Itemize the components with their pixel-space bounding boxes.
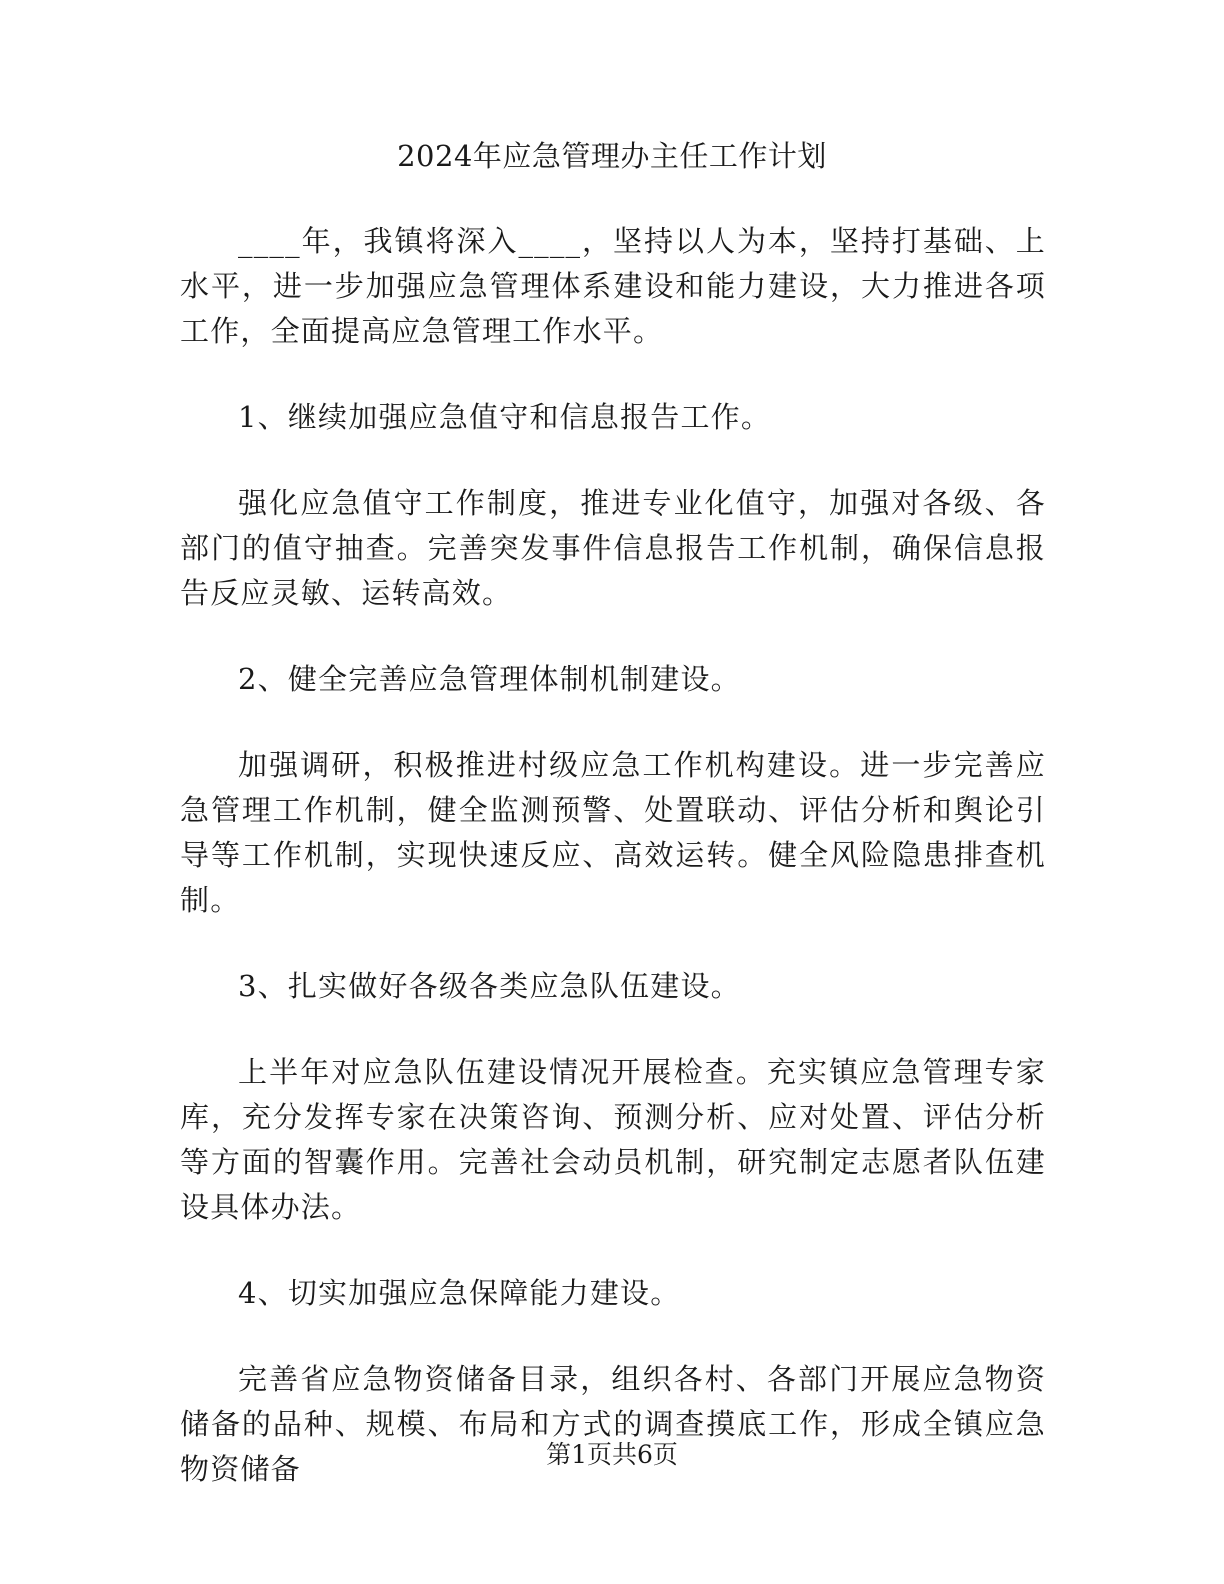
paragraph-4: 完善省应急物资储备目录，组织各村、各部门开展应急物资储备的品种、规模、布局和方式的调查摸底工作，形成全镇应急物资储备 <box>180 1362 1046 1486</box>
section-heading-2: 2、健全完善应急管理体制机制建设。 <box>238 662 741 696</box>
section-heading-1: 1、继续加强应急值守和信息报告工作。 <box>238 400 772 434</box>
paragraph-3: 上半年对应急队伍建设情况开展检查。充实镇应急管理专家库，充分发挥专家在决策咨询、预测分析、应对处置、评估分析等方面的智囊作用。完善社会动员机制，研究制定志愿者队伍建设具体办法。 <box>180 1055 1046 1224</box>
section-heading-4: 4、切实加强应急保障能力建设。 <box>238 1276 681 1310</box>
paragraph-intro: ____年，我镇将深入____，坚持以人为本，坚持打基础、上水平，进一步加强应急管理体系建设和能力建设，大力推进各项工作，全面提高应急管理工作水平。 <box>180 224 1046 348</box>
section-heading-3: 3、扎实做好各级各类应急队伍建设。 <box>238 969 741 1003</box>
page-footer: 第1页共6页 <box>546 1440 678 1469</box>
paragraph-2: 加强调研，积极推进村级应急工作机构建设。进一步完善应急管理工作机制，健全监测预警、处置联动、评估分析和舆论引导等工作机制，实现快速反应、高效运转。健全风险隐患排查机制。 <box>180 748 1046 917</box>
document-title: 2024年应急管理办主任工作计划 <box>397 139 827 173</box>
document-body <box>180 219 1046 1533</box>
paragraph-1: 强化应急值守工作制度，推进专业化值守，加强对各级、各部门的值守抽查。完善突发事件信息报告工作机制，确保信息报告反应灵敏、运转高效。 <box>180 486 1046 610</box>
